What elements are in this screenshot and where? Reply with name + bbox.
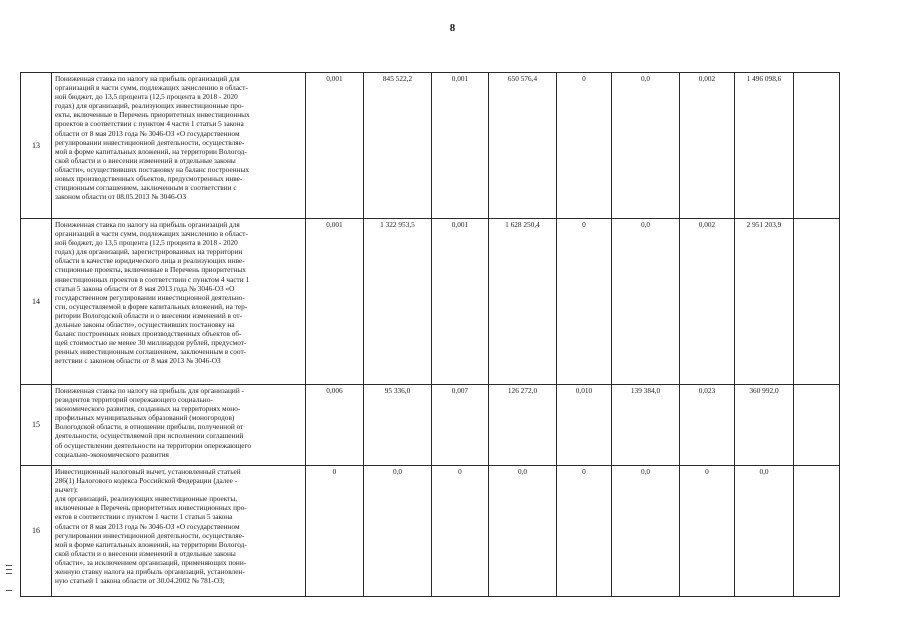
description-line: баланс построенных новых производственных объектов об- (55, 329, 242, 339)
description-line: экономического развития, созданных на территориях моно- (55, 404, 241, 414)
value-cell: 0 (680, 466, 735, 597)
value-cell: 0 (306, 466, 364, 597)
value-cell: 2 951 203,9 (735, 219, 794, 385)
value-cell: 650 576,4 (489, 73, 557, 219)
description-line: щей стоимостью не менее 30 миллиардов рублей, предусмот- (55, 338, 247, 348)
value-cell: 0,0 (612, 466, 680, 597)
description-line: Пониженная ставка по налогу на прибыль организаций для (55, 74, 240, 83)
value-cell: 0,001 (432, 219, 489, 385)
description-line: ской области и о внесении изменений в отдельные законы (55, 155, 236, 165)
value-cell: 0,001 (306, 73, 364, 219)
description-line: ной бюджет, до 13,5 процента (12,5 процента в 2018 - 2020 (55, 92, 238, 102)
row-description (52, 73, 306, 219)
value-cell: 1 322 953,5 (364, 219, 432, 385)
value-cell: 0,0 (612, 219, 680, 385)
table-row (21, 73, 840, 219)
value-cell: 0 (557, 219, 612, 385)
description-line: сти, осуществляемой в форме капитальных вложений, на тер- (55, 301, 248, 311)
description-line: профильных муниципальных образований (моногородов) (55, 413, 235, 423)
description-line: мой в форме капитальных вложений, на территории Вологод- (55, 146, 247, 156)
value-cell: 0,006 (306, 385, 364, 466)
description-line: Пониженная ставка по налогу на прибыль для организаций - (55, 386, 244, 395)
empty-cell (794, 466, 840, 597)
value-cell: 0,0 (489, 466, 557, 597)
table-body (21, 73, 840, 597)
margin-mark (6, 565, 12, 566)
table-row (21, 219, 840, 385)
value-cell: 139 384,0 (612, 385, 680, 466)
value-cell: 95 336,0 (364, 385, 432, 466)
margin-mark (6, 573, 12, 574)
description-line: организаций в части сумм, подлежащих зачислению в област- (55, 83, 248, 93)
value-cell: 1 628 250,4 (489, 219, 557, 385)
value-cell: 126 272,0 (489, 385, 557, 466)
row-number: 13 (21, 73, 52, 219)
value-cell: 0,002 (680, 219, 735, 385)
description-line: 286(1) Налогового кодекса Российской Федерации (далее - (55, 476, 238, 486)
description-line: регулировании инвестиционной деятельности, осуществляе- (55, 137, 245, 147)
description-line: Инвестиционный налоговый вычет, установленный статьей (55, 467, 241, 476)
description-line: новых производственных объектов, предусмотренных инве- (55, 174, 243, 184)
value-cell: 0,001 (306, 219, 364, 385)
value-cell: 0,001 (432, 73, 489, 219)
value-cell: 0,010 (557, 385, 612, 466)
description-line: области», осуществивших постановку на баланс построенных (55, 164, 250, 174)
description-line: государственном регулировании инвестиционной деятельно- (55, 292, 245, 302)
description-line: деятельности, осуществляемой при исполнении соглашений (55, 431, 244, 441)
value-cell: 0,0 (612, 73, 680, 219)
description-line: вычет): (55, 485, 78, 495)
value-cell: 0,007 (432, 385, 489, 466)
row-number: 16 (21, 466, 52, 597)
description-line: Пониженная ставка по налогу на прибыль организаций для (55, 220, 240, 229)
description-line: области от 8 мая 2013 года № 3046-ОЗ «О государственном (55, 128, 240, 138)
description-line: области от 8 мая 2013 года № 3046-ОЗ «О государственном (55, 521, 240, 531)
empty-cell (794, 219, 840, 385)
description-line: статьи 5 закона области от 8 мая 2013 года № 3046-ОЗ «О (55, 283, 235, 293)
description-line: женную ставку налога на прибыль организаций, установлен- (55, 567, 245, 577)
table-row (21, 466, 840, 597)
page-number: 8 (449, 22, 456, 34)
description-line: ской области и о внесении изменений в отдельные законы (55, 548, 236, 558)
description-line: ную статьей 1 закона области от 30.04.2002 № 781-ОЗ; (55, 576, 225, 586)
margin-mark (6, 590, 12, 591)
description-line: ной бюджет, до 13,5 процента (12,5 процента в 2018 - 2020 (55, 238, 238, 248)
empty-cell (794, 385, 840, 466)
value-cell: 1 496 098,6 (735, 73, 794, 219)
description-line: включенные в Перечень приоритетных инвестиционных про- (55, 503, 247, 513)
description-line: ектов в соответствии с пунктом 1 части 1 статьи 5 закона (55, 512, 233, 522)
row-number: 15 (21, 385, 52, 466)
value-cell: 0 (557, 466, 612, 597)
description-line: ритории Вологодской области и о внесении изменений в от- (55, 310, 242, 320)
value-cell: 0,0 (364, 466, 432, 597)
value-cell: 845 522,2 (364, 73, 432, 219)
row-description (52, 219, 306, 385)
margin-mark (6, 569, 12, 570)
description-line: стиционные проекты, включенные в Перечень приоритетных (55, 265, 246, 275)
row-number: 14 (21, 219, 52, 385)
tax-benefits-table (20, 72, 840, 597)
row-description (52, 466, 306, 597)
table-row (21, 385, 840, 466)
value-cell: 360 992,0 (735, 385, 794, 466)
description-line: годах) для организаций, зарегистрированных на территории (55, 247, 243, 257)
description-line: области», за исключением организаций, применяющих пони- (55, 557, 247, 567)
description-line: екты, включенные в Перечень приоритетных инвестиционных (55, 110, 250, 120)
value-cell: 0,0 (735, 466, 794, 597)
description-line: дельные законы области», осуществивших постановку на (55, 320, 235, 330)
value-cell: 0 (432, 466, 489, 597)
empty-cell (794, 73, 840, 219)
description-line: стиционным соглашением, заключенным в соответствии с (55, 183, 237, 193)
description-line: организаций в части сумм, подлежащих зачислению в област- (55, 229, 248, 239)
value-cell: 0,023 (680, 385, 735, 466)
description-line: резидентов территорий опережающего социально- (55, 395, 213, 405)
description-line: об осуществлении деятельности на территории опережающего (55, 440, 251, 450)
description-line: социально-экономического развития (55, 449, 169, 459)
description-line: годах) для организаций, реализующих инвестиционные про- (55, 101, 244, 111)
description-line: ветствии с законом области от 8 мая 2013 № 3046-ОЗ (55, 356, 221, 366)
description-line: мой в форме капитальных вложений, на территории Вологод- (55, 539, 247, 549)
value-cell: 0 (557, 73, 612, 219)
description-line: ренных инвестиционным соглашением, заключенным в соот- (55, 347, 247, 357)
description-line: законом области от 08.05.2013 № 3046-ОЗ (55, 192, 186, 202)
description-line: проектов в соответствии с пунктом 4 части 1 статьи 5 закона (55, 119, 244, 129)
description-line: Вологодской области, в отношении прибыли, полученной от (55, 422, 244, 432)
row-description (52, 385, 306, 466)
description-line: регулировании инвестиционной деятельности, осуществляе- (55, 530, 245, 540)
description-line: для организаций, реализующих инвестиционные проекты, (55, 494, 238, 504)
description-line: инвестиционных проектов в соответствии с пунктом 4 части 1 (55, 274, 250, 284)
description-line: области в качестве юридического лица и реализующих инве- (55, 256, 245, 266)
value-cell: 0,002 (680, 73, 735, 219)
